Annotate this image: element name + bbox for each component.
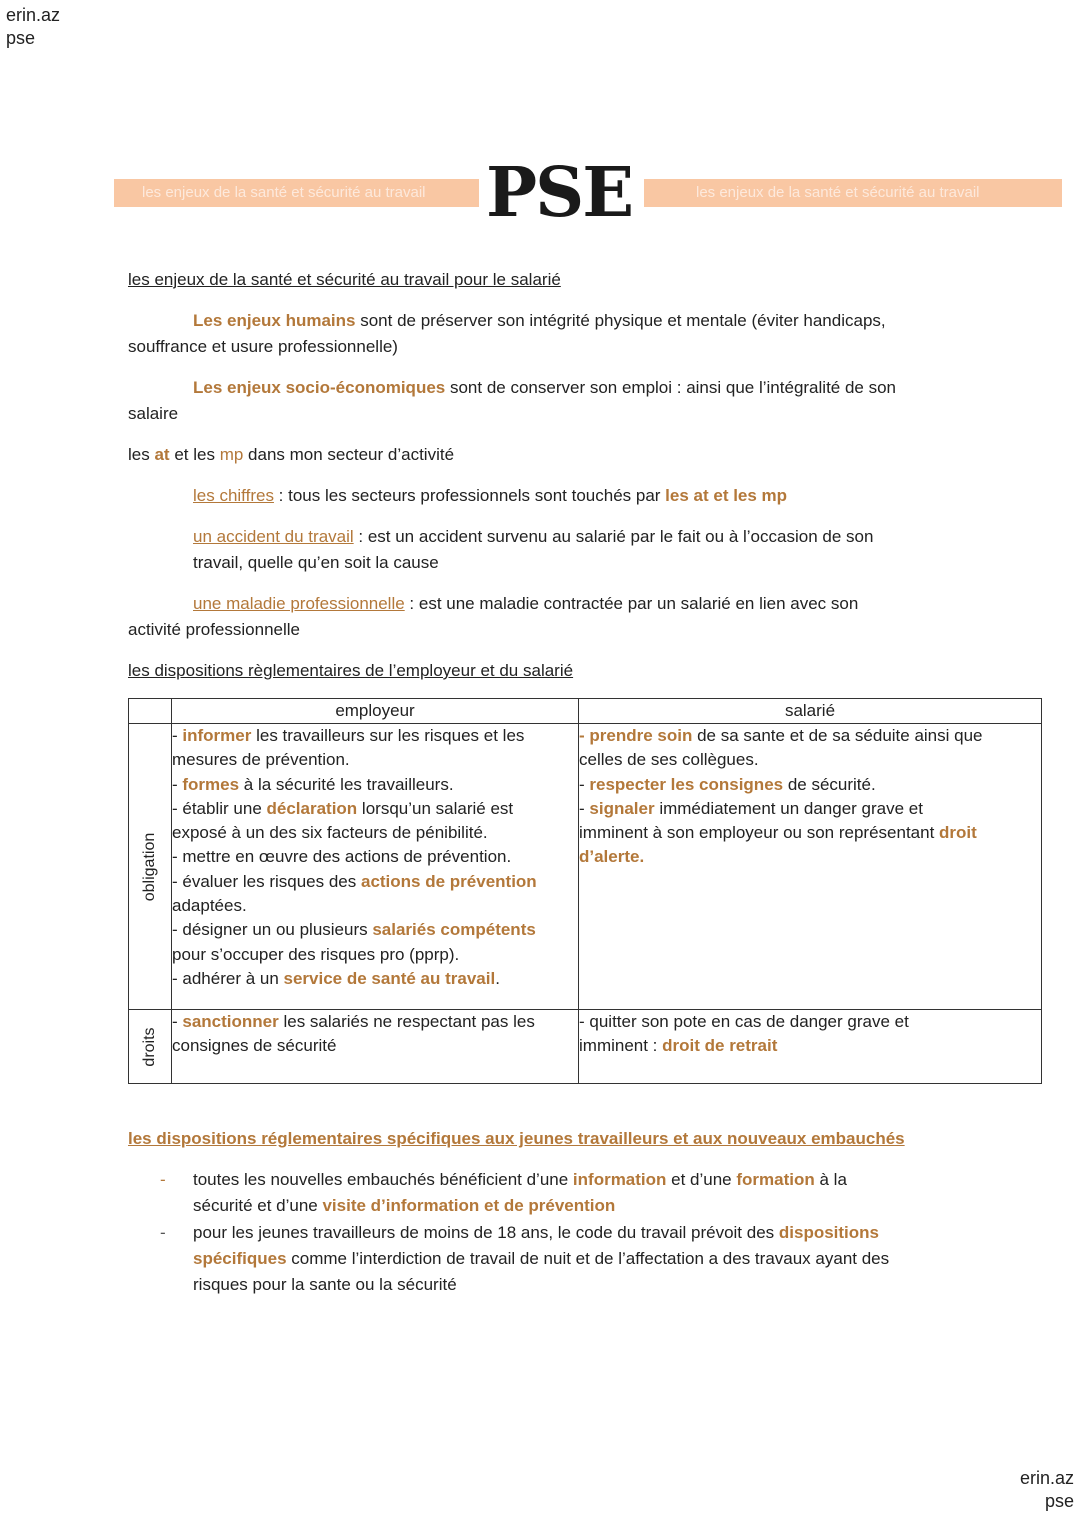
watermark-line: pse xyxy=(1044,1491,1074,1511)
text: : est une maladie contractée par un salarié en lien avec son xyxy=(404,594,859,613)
term-accident-du-travail: un accident du travail xyxy=(193,527,354,546)
bullet-marker: - xyxy=(160,1223,166,1242)
cell-line: celles de ses collègues. xyxy=(579,750,759,770)
table-header-row xyxy=(129,699,1042,724)
row-label-droits xyxy=(129,1010,172,1084)
paragraph-enjeux-socio xyxy=(193,377,896,399)
cell-line: exposé à un des six facteurs de pénibilité. xyxy=(172,823,488,843)
row-label-text: droits xyxy=(141,1026,158,1067)
bullet-2-line-3: risques pour la sante ou la sécurité xyxy=(193,1275,457,1294)
cell-salarie-obligation xyxy=(579,724,1042,1010)
highlight: mp xyxy=(219,445,244,464)
highlight: les at et les mp xyxy=(665,486,788,505)
bullet-1-line-1 xyxy=(193,1169,847,1191)
cell-line: - prendre soin de sa sante et de sa séduite ainsi que xyxy=(579,726,983,745)
table-row-obligation xyxy=(129,724,1042,1010)
column-header-employeur: employeur xyxy=(172,699,579,724)
cell-line: adaptées. xyxy=(172,896,247,916)
paragraph-chiffres xyxy=(193,485,787,507)
cell-line: - formes à la sécurité les travailleurs. xyxy=(172,774,454,794)
highlight: visite d’information et de prévention xyxy=(322,1196,616,1215)
highlight: dispositions xyxy=(778,1223,880,1242)
header-band-left: les enjeux de la santé et sécurité au travail xyxy=(114,179,479,207)
cell-line: d’alerte. xyxy=(579,847,645,867)
highlight: Les enjeux socio-économiques xyxy=(193,378,446,397)
table-corner xyxy=(129,699,172,724)
cell-line: consignes de sécurité xyxy=(172,1036,337,1056)
table-row-droits xyxy=(129,1010,1042,1084)
cell-line: imminent à son employeur ou son représentant droit xyxy=(579,823,977,843)
cell-line: - adhérer à un service de santé au travail. xyxy=(172,968,500,988)
bullet-2-line-2 xyxy=(193,1248,889,1270)
text: toutes les nouvelles embauchés bénéficient d’une xyxy=(193,1170,573,1189)
text: : tous les secteurs professionnels sont touchés par xyxy=(273,486,666,505)
paragraph-line: activité professionnelle xyxy=(128,620,300,639)
cell-line: - quitter son pote en cas de danger grave et xyxy=(579,1012,909,1031)
cell-line: - respecter les consignes de sécurité. xyxy=(579,774,876,794)
cell-line: - sanctionner les salariés ne respectant pas les xyxy=(172,1012,535,1031)
column-header-salarie: salarié xyxy=(579,699,1042,724)
text: sécurité et d’une xyxy=(193,1196,323,1215)
row-label-obligation xyxy=(129,724,172,1010)
paragraph-line: salaire xyxy=(128,404,179,423)
cell-line: pour s’occuper des risques pro (pprp). xyxy=(172,944,460,964)
text: dans mon secteur d’activité xyxy=(243,445,455,464)
section-title-salarie: les enjeux de la santé et sécurité au travail pour le salarié xyxy=(128,270,561,289)
text: sont de préserver son intégrité physique et mentale (éviter handicaps, xyxy=(355,311,886,330)
text: et d’une xyxy=(666,1170,737,1189)
dispositions-table xyxy=(128,698,1042,1084)
cell-line: - établir une déclaration lorsqu’un salarié est xyxy=(172,798,514,818)
watermark-line: erin.az xyxy=(1019,1468,1074,1488)
term-chiffres: les chiffres xyxy=(193,486,274,505)
section-title-jeunes: les dispositions réglementaires spécifiques aux jeunes travailleurs et aux nouveaux embauchés xyxy=(128,1129,905,1148)
highlight: spécifiques xyxy=(193,1249,287,1268)
paragraph-enjeux-humains xyxy=(193,310,886,332)
watermark-bottom xyxy=(1020,1467,1074,1513)
cell-line: mesures de prévention. xyxy=(172,750,350,770)
highlight: Les enjeux humains xyxy=(193,311,356,330)
paragraph-accident xyxy=(193,526,873,548)
cell-line: imminent : droit de retrait xyxy=(579,1036,778,1056)
cell-line: - signaler immédiatement un danger grave et xyxy=(579,798,923,818)
cell-line: - mettre en œuvre des actions de prévention. xyxy=(172,847,512,867)
cell-employeur-obligation xyxy=(172,724,579,1010)
cell-line: - désigner un ou plusieurs salariés compétents xyxy=(172,920,536,940)
bullet-1-line-2 xyxy=(193,1195,615,1217)
row-label-text: obligation xyxy=(141,832,158,901)
text: : est un accident survenu au salarié par le fait ou à l’occasion de son xyxy=(353,527,874,546)
text: comme l’interdiction de travail de nuit et de l’affectation a des travaux ayant des xyxy=(286,1249,890,1268)
text: les xyxy=(128,445,155,464)
text: à la xyxy=(814,1170,847,1189)
paragraph-line: travail, quelle qu’en soit la cause xyxy=(193,553,439,572)
highlight: formation xyxy=(736,1170,815,1189)
cell-line: - évaluer les risques des actions de prévention xyxy=(172,871,537,891)
paragraph-line: souffrance et usure professionnelle) xyxy=(128,337,398,356)
text: et les xyxy=(169,445,220,464)
bullet-marker: - xyxy=(160,1170,166,1189)
bullet-2-line-1 xyxy=(193,1222,879,1244)
text: pour les jeunes travailleurs de moins de 18 ans, le code du travail prévoit des xyxy=(193,1223,779,1242)
cell-employeur-droits xyxy=(172,1010,579,1084)
highlight: information xyxy=(572,1170,667,1189)
highlight: at xyxy=(154,445,170,464)
watermark-top xyxy=(6,4,60,50)
term-maladie-professionnelle: une maladie professionnelle xyxy=(193,594,405,613)
text: sont de conserver son emploi : ainsi que l’intégralité de son xyxy=(445,378,897,397)
cell-line: - informer les travailleurs sur les risques et les xyxy=(172,726,525,745)
watermark-line: pse xyxy=(6,28,36,48)
section-title-dispositions: les dispositions règlementaires de l’employeur et du salarié xyxy=(128,661,574,680)
paragraph-maladie xyxy=(193,593,858,615)
cell-salarie-droits xyxy=(579,1010,1042,1084)
section-title-at-mp xyxy=(128,444,454,466)
pse-logo: PSE xyxy=(486,153,633,233)
header-band-right: les enjeux de la santé et sécurité au travail xyxy=(644,179,1062,207)
watermark-line: erin.az xyxy=(6,5,61,25)
